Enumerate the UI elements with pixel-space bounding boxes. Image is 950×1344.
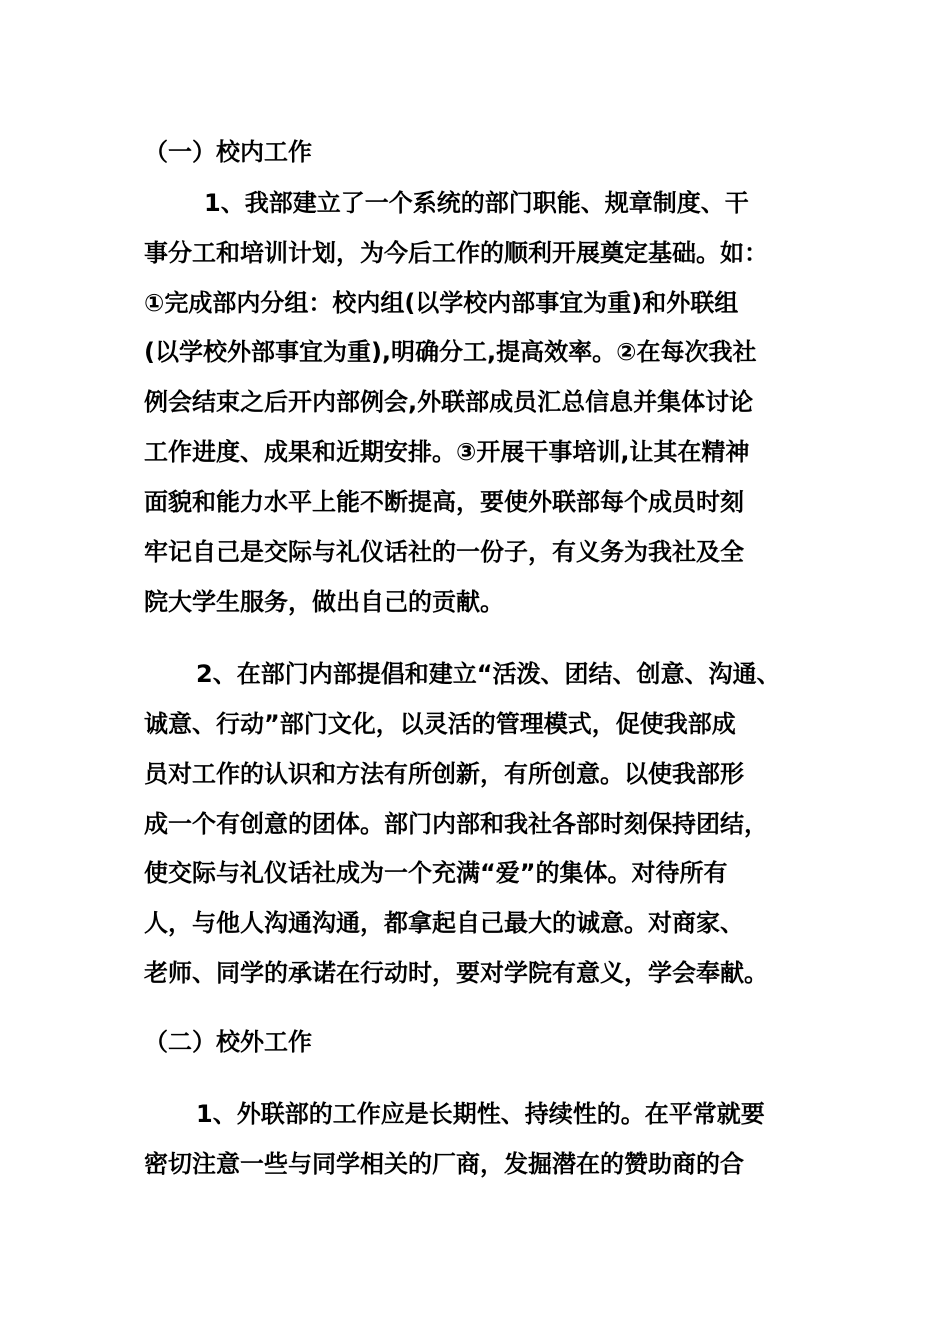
paragraph-line: 面貌和能力水平上能不断提高，要使外联部每个成员时刻 — [144, 488, 744, 516]
paragraph-line: 密切注意一些与同学相关的厂商，发掘潜在的赞助商的合 — [144, 1150, 744, 1178]
paragraph-line: 院大学生服务，做出自己的贡献。 — [144, 588, 504, 616]
section-heading-external-work: （二）校外工作 — [144, 1028, 312, 1056]
paragraph-line: 事分工和培训计划，为今后工作的顺利开展奠定基础。如： — [144, 239, 768, 267]
section-heading-campus-work: （一）校内工作 — [144, 138, 312, 166]
paragraph-line: 使交际与礼仪话社成为一个充满“爱”的集体。对待所有 — [144, 859, 728, 887]
paragraph-line: (以学校外部事宜为重),明确分工,提高效率。②在每次我社 — [144, 338, 757, 366]
paragraph-line: 2、在部门内部提倡和建立“活泼、团结、创意、沟通、 — [196, 660, 781, 688]
paragraph-line: 老师、同学的承诺在行动时，要对学院有意义，学会奉献。 — [144, 959, 768, 987]
paragraph-line: ①完成部内分组：校内组(以学校内部事宜为重)和外联组 — [144, 289, 739, 317]
paragraph-line: 人，与他人沟通沟通，都拿起自己最大的诚意。对商家、 — [144, 909, 744, 937]
paragraph-line: 成一个有创意的团体。部门内部和我社各部时刻保持团结， — [144, 810, 768, 838]
paragraph-line: 员对工作的认识和方法有所创新，有所创意。以使我部形 — [144, 760, 744, 788]
paragraph-line: 诚意、行动”部门文化，以灵活的管理模式，促使我部成 — [144, 710, 736, 738]
paragraph-line: 牢记自己是交际与礼仪话社的一份子，有义务为我社及全 — [144, 538, 744, 566]
paragraph-line: 1、外联部的工作应是长期性、持续性的。在平常就要 — [196, 1100, 765, 1128]
paragraph-line: 1、我部建立了一个系统的部门职能、规章制度、干 — [204, 189, 749, 217]
paragraph-line: 例会结束之后开内部例会,外联部成员汇总信息并集体讨论 — [144, 388, 754, 416]
paragraph-line: 工作进度、成果和近期安排。③开展干事培训,让其在精神 — [144, 438, 750, 466]
